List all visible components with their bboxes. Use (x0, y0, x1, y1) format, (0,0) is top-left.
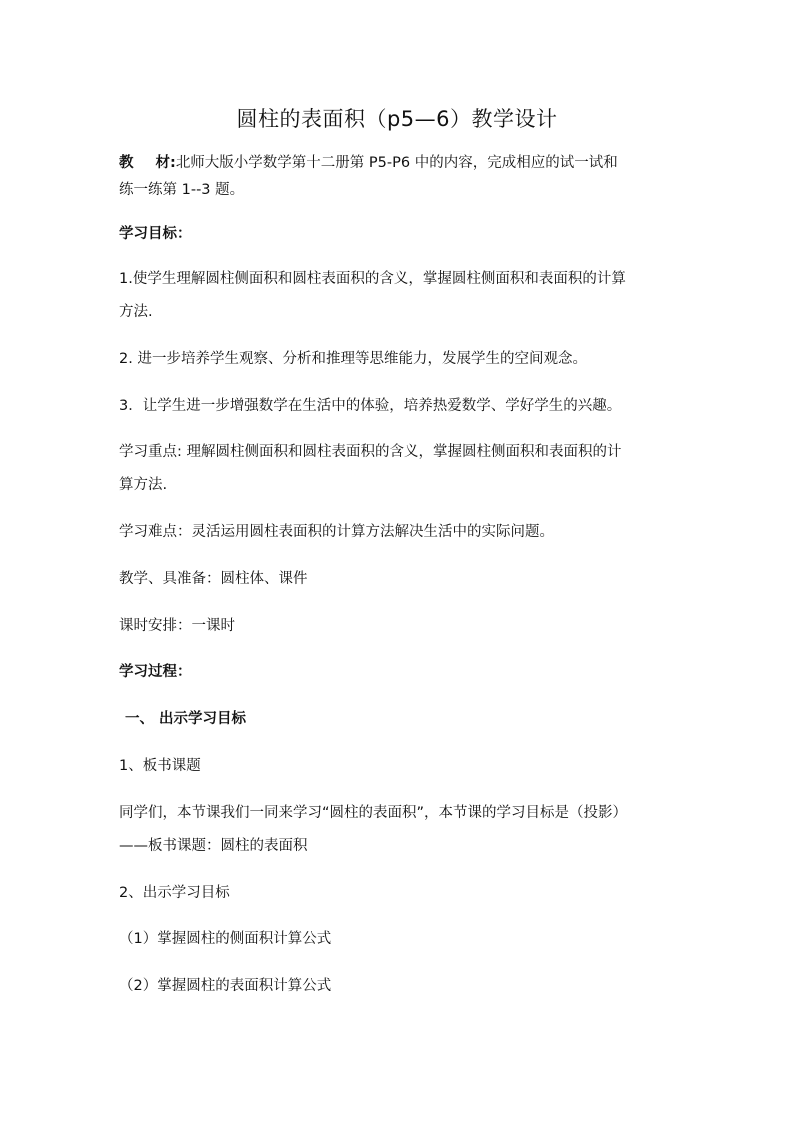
goal-1-line-2: 方法. (119, 304, 153, 320)
goals-heading: 学习目标： (119, 226, 192, 242)
intro-line-1: 同学们，本节课我们一同来学习“圆柱的表面积”，本节课的学习目标是（投影） (119, 805, 628, 821)
process-heading: 学习过程： (119, 664, 192, 680)
material-line-1 (119, 153, 679, 173)
material-label-b: 材: (155, 155, 176, 171)
target-2: （2）掌握圆柱的表面积计算公式 (119, 978, 332, 994)
target-1: （1）掌握圆柱的侧面积计算公式 (119, 931, 332, 947)
tools: 教学、具准备：圆柱体、课件 (119, 571, 308, 587)
key-point-line-1: 学习重点: 理解圆柱侧面积和圆柱表面积的含义，掌握圆柱侧面积和表面积的计 (119, 444, 622, 460)
step-2: 2、出示学习目标 (119, 885, 230, 901)
intro-line-2: ——板书课题：圆柱的表面积 (119, 838, 308, 854)
goal-3: 3．让学生进一步增强数学在生活中的体验，培养热爱数学、学好学生的兴趣。 (119, 398, 622, 414)
material-label-a: 教 (119, 155, 134, 171)
difficulty: 学习难点：灵活运用圆柱表面积的计算方法解决生活中的实际问题。 (119, 524, 554, 540)
goal-1-line-1: 1.使学生理解圆柱侧面积和圆柱表面积的含义，掌握圆柱侧面积和表面积的计算 (119, 271, 626, 287)
document-title: 圆柱的表面积（p5—6）教学设计 (236, 107, 558, 131)
key-point-line-2: 算方法. (119, 477, 168, 493)
material-text-2: 练一练第 1--3 题。 (119, 182, 245, 198)
step-1: 1、板书课题 (119, 758, 201, 774)
material-text-1: 北师大版小学数学第十二册第 P5-P6 中的内容，完成相应的试一试和 (175, 155, 618, 171)
goal-2: 2. 进一步培养学生观察、分析和推理等思维能力，发展学生的空间观念。 (119, 351, 587, 367)
schedule: 课时安排：一课时 (119, 618, 235, 634)
section-1-heading: 一、 出示学习目标 (125, 711, 247, 727)
